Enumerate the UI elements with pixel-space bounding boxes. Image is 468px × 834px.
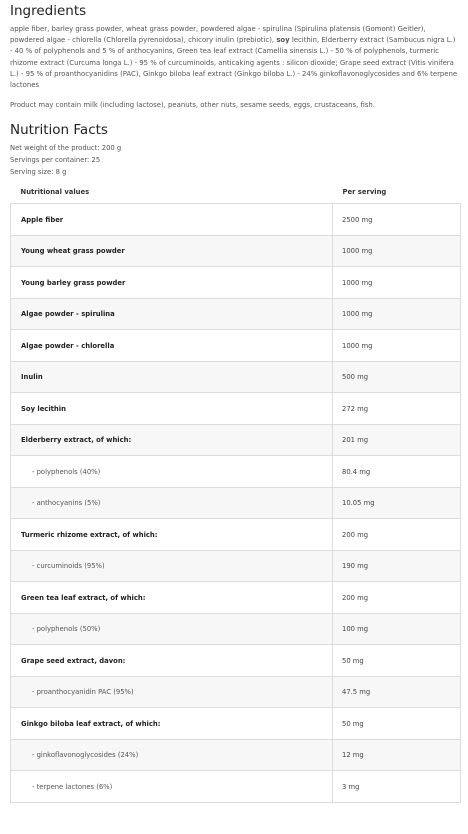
nutrient-sub-name: - anthocyanins (5%) [11, 487, 333, 519]
nutrient-amount: 272 mg [333, 393, 461, 425]
nutrition-table-body [11, 204, 461, 803]
table-row [11, 456, 461, 488]
nutrition-table [10, 181, 461, 803]
nutrient-sub-name: - terpene lactones (6%) [11, 771, 333, 803]
table-row [11, 298, 461, 330]
nutrient-sub-name: - proanthocyanidin PAC (95%) [11, 676, 333, 708]
table-row [11, 267, 461, 299]
nutrient-amount: 47.5 mg [333, 676, 461, 708]
nutrient-amount: 3 mg [333, 771, 461, 803]
table-row [11, 613, 461, 645]
nutrient-amount: 1000 mg [333, 330, 461, 362]
ingredients-heading: Ingredients [10, 3, 87, 19]
nutrient-amount: 190 mg [333, 550, 461, 582]
nutrient-name: Soy lecithin [11, 393, 333, 425]
nutrient-amount: 201 mg [333, 424, 461, 456]
nutrient-name: Algae powder - spirulina [11, 298, 333, 330]
nutrient-amount: 1000 mg [333, 267, 461, 299]
nutrient-name: Grape seed extract, davon: [11, 645, 333, 677]
servings-per-container: Servings per container: 25 [10, 155, 101, 164]
table-row [11, 393, 461, 425]
table-row [11, 645, 461, 677]
nutrient-amount: 200 mg [333, 582, 461, 614]
nutrient-amount: 1000 mg [333, 235, 461, 267]
nutrient-amount: 50 mg [333, 645, 461, 677]
nutrient-sub-name: - polyphenols (40%) [11, 456, 333, 488]
table-row [11, 582, 461, 614]
table-row [11, 550, 461, 582]
nutrient-amount: 80.4 mg [333, 456, 461, 488]
nutrient-name: Young wheat grass powder [11, 235, 333, 267]
nutrition-meta [10, 143, 460, 178]
table-row [11, 204, 461, 236]
table-row [11, 519, 461, 551]
nutrient-amount: 2500 mg [333, 204, 461, 236]
allergen-note: Product may contain milk (including lactose), peanuts, other nuts, sesame seeds, eggs, crustaceans, fish. [10, 101, 375, 110]
column-header-per-serving: Per serving [342, 188, 387, 197]
ingredients-text-part-2: lecithin, Elderberry extract (Sambucus nigra L.) - 40 % of polyphenols and 5 % of anthocyanins, Green tea leaf extract (Camellia sinensis L.) - 50 % of polyphenols, turmeric rhizome extract (Curcuma longa L.) - 95 % of curcuminoids, anticaking agents : silicon dioxide; Grape seed extract (Vitis vinifera L.) - 95 % of proanthocyanidins (PAC), Ginkgo biloba leaf extract (Ginkgo biloba L.) - 24% ginkoflavonoglycosides and 6% terpene lactones [10, 36, 458, 90]
table-row [11, 424, 461, 456]
nutrient-amount: 500 mg [333, 361, 461, 393]
nutrient-amount: 100 mg [333, 613, 461, 645]
table-row [11, 771, 461, 803]
nutrient-name: Green tea leaf extract, of which: [11, 582, 333, 614]
table-row [11, 487, 461, 519]
table-row [11, 676, 461, 708]
nutrient-sub-name: - ginkoflavonoglycosides (24%) [11, 739, 333, 771]
nutrient-amount: 10.05 mg [333, 487, 461, 519]
table-row [11, 708, 461, 740]
table-row [11, 739, 461, 771]
nutrition-heading: Nutrition Facts [10, 122, 108, 139]
nutrient-amount: 50 mg [333, 708, 461, 740]
net-weight: Net weight of the product: 200 g [10, 144, 122, 153]
nutrient-name: Inulin [11, 361, 333, 393]
column-header-nutritional-values: Nutritional values [20, 188, 90, 197]
nutrient-amount: 1000 mg [333, 298, 461, 330]
ingredients-text-part-1: apple fiber, barley grass powder, wheat grass powder, powdered algae - spirulina (Spirulina platensis (Gomont) Geitler), powdered algae - chlorella (Chlorella pyrenoidosa), chicory inulin (prebiotic), [10, 25, 426, 45]
serving-size: Serving size: 8 g [10, 167, 67, 176]
nutrient-name: Young barley grass powder [11, 267, 333, 299]
table-row [11, 361, 461, 393]
nutrient-sub-name: - polyphenols (50%) [11, 613, 333, 645]
nutrient-name: Elderberry extract, of which: [11, 424, 333, 456]
nutrient-name: Turmeric rhizome extract, of which: [11, 519, 333, 551]
ingredients-allergen-soy: soy [276, 36, 290, 45]
table-row [11, 235, 461, 267]
ingredients-text [10, 24, 460, 91]
nutrient-name: Apple fiber [11, 204, 333, 236]
nutrient-amount: 200 mg [333, 519, 461, 551]
nutrition-table-header [11, 181, 461, 204]
nutrient-name: Ginkgo biloba leaf extract, of which: [11, 708, 333, 740]
table-row [11, 330, 461, 362]
nutrient-name: Algae powder - chlorella [11, 330, 333, 362]
nutrient-sub-name: - curcuminoids (95%) [11, 550, 333, 582]
nutrient-amount: 12 mg [333, 739, 461, 771]
